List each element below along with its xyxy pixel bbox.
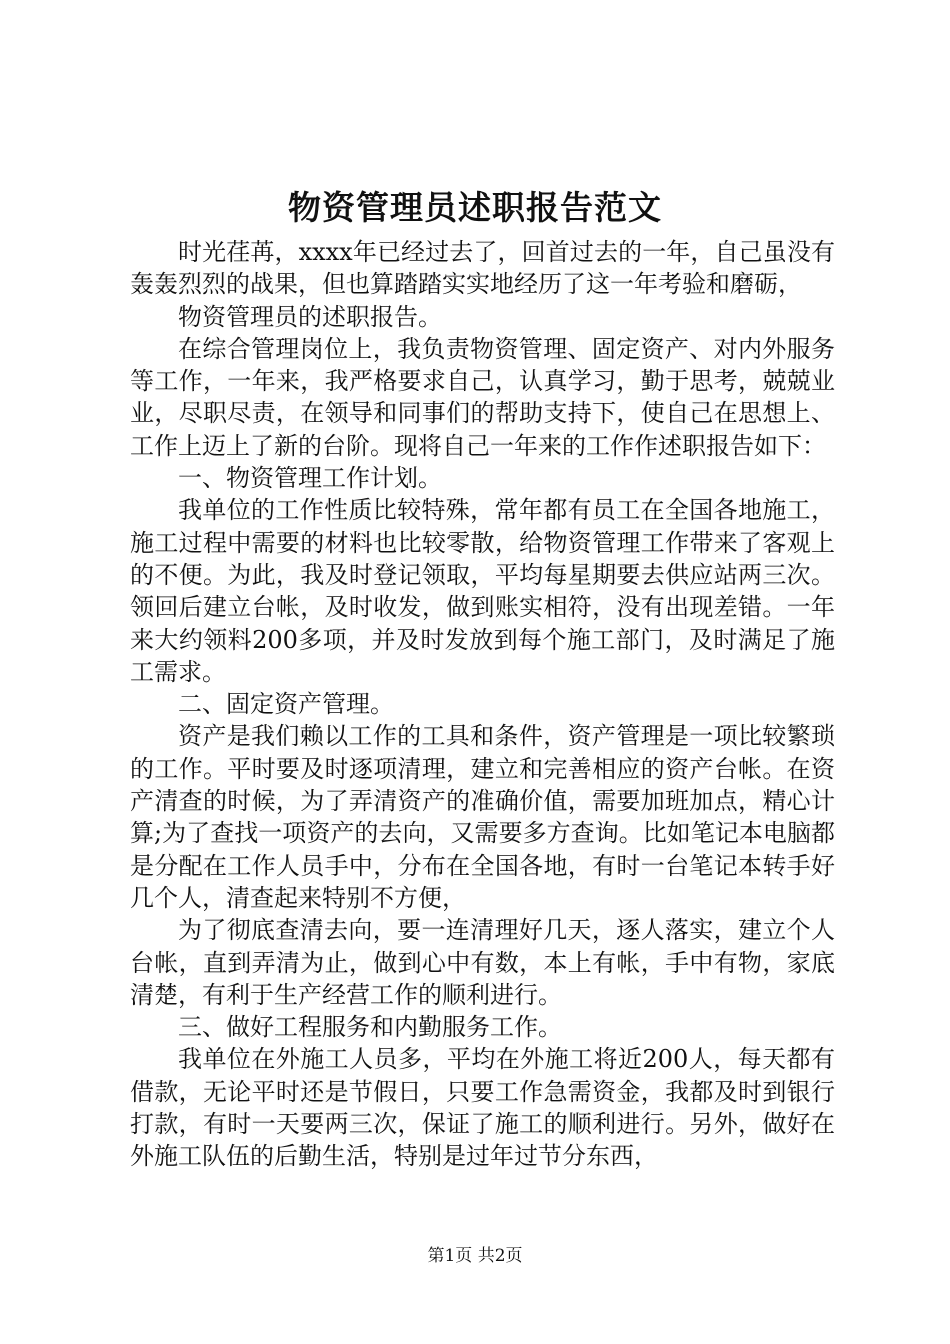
section-heading: 一、物资管理工作计划。	[178, 464, 442, 493]
document-body	[130, 236, 835, 1173]
section-heading: 三、做好工程服务和内勤服务工作。	[178, 1013, 562, 1042]
paragraph: 物资管理员的述职报告。	[178, 302, 442, 331]
document-title: 物资管理员述职报告范文	[288, 188, 662, 227]
paragraph: 资产是我们赖以工作的工具和条件，资产管理是一项比较繁琐的工作。平时要及时逐项清理，建立和完善相应的资产台帐。在资产清查的时候，为了弄清资产的准确价值，需要加班加点，精心计算;为了查找一项资产的去向，又需要多方查询。比如笔记本电脑都是分配在工作人员手中，分布在全国各地，有时一台笔记本转手好几个人，清查起来特别不方便，	[130, 722, 835, 912]
paragraph: 我单位在外施工人员多，平均在外施工将近200人，每天都有借款，无论平时还是节假日，只要工作急需资金，我都及时到银行打款，有时一天要两三次，保证了施工的顺利进行。另外，做好在外施工队伍的后勤生活，特别是过年过节分东西，	[130, 1045, 835, 1171]
paragraph: 我单位的工作性质比较特殊，常年都有员工在全国各地施工，施工过程中需要的材料也比较零散，给物资管理工作带来了客观上的不便。为此，我及时登记领取，平均每星期要去供应站两三次。领回后建立台帐，及时收发，做到账实相符，没有出现差错。一年来大约领料200多项，并及时发放到每个施工部门，及时满足了施工需求。	[130, 496, 835, 686]
section-heading: 二、固定资产管理。	[178, 690, 394, 719]
paragraph: 时光荏苒，xxxx年已经过去了，回首过去的一年，自己虽没有轰轰烈烈的战果，但也算踏踏实实地经历了这一年考验和磨砺，	[130, 238, 835, 299]
paragraph: 为了彻底查清去向，要一连清理好几天，逐人落实，建立个人台帐，直到弄清为止，做到心中有数，本上有帐，手中有物，家底清楚，有利于生产经营工作的顺利进行。	[130, 916, 835, 1009]
page-number-footer: 第1页 共2页	[427, 1246, 523, 1266]
paragraph: 在综合管理岗位上，我负责物资管理、固定资产、对内外服务等工作，一年来，我严格要求自己，认真学习，勤于思考，兢兢业业，尽职尽责，在领导和同事们的帮助支持下，使自己在思想上、工作上迈上了新的台阶。现将自己一年来的工作作述职报告如下：	[130, 334, 835, 460]
